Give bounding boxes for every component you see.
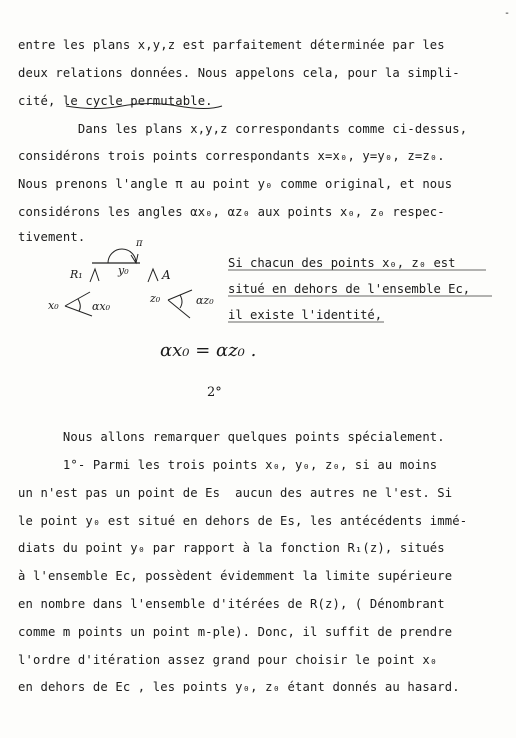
- right-line: situé en dehors de l'ensemble Ec,: [228, 282, 471, 296]
- text-line: Nous allons remarquer quelques points spécialement.: [18, 430, 445, 444]
- diagram-a: A: [162, 268, 171, 282]
- text-line: comme m points un point m-ple). Donc, il suffit de prendre: [18, 625, 453, 639]
- diagram-r1: R₁: [70, 268, 83, 281]
- x0-ray-1: [65, 292, 90, 306]
- text-line: deux relations données. Nous appelons cela, pour la simpli-: [18, 66, 460, 80]
- text-line: 1°- Parmi les trois points x₀, y₀, z₀, si au moins: [18, 458, 438, 472]
- text-line: tivement.: [18, 230, 86, 244]
- text-line: en dehors de Ec , les points y₀, z₀ étant donnés au hasard.: [18, 680, 460, 694]
- text-line: considérons trois points correspondants x=x₀, y=y₀, z=z₀.: [18, 149, 445, 163]
- identity-formula: αx₀ = αz₀ .: [160, 340, 257, 361]
- z0-arc: [180, 295, 182, 308]
- diagram-az0: αz₀: [196, 294, 214, 307]
- diagram-pi: π: [136, 238, 143, 249]
- right-line: il existe l'identité,: [228, 308, 383, 322]
- text-line: entre les plans x,y,z est parfaitement déterminée par les: [18, 38, 445, 52]
- section-number: 2°: [207, 385, 222, 400]
- text-line: à l'ensemble Ec, possèdent évidemment la limite supérieure: [18, 569, 453, 583]
- corner-mark: -: [503, 8, 510, 19]
- cycle-underline: [66, 104, 222, 109]
- text-line: diats du point y₀ par rapport à la fonction R₁(z), situés: [18, 541, 445, 555]
- text-line: en nombre dans l'ensemble d'itérées de R(z), ( Dénombrant: [18, 597, 445, 611]
- diagram-y0: y₀: [118, 264, 129, 277]
- text-line: cité, le cycle permutable.: [18, 94, 213, 108]
- text-line: l'ordre d'itération assez grand pour choisir le point x₀: [18, 653, 438, 667]
- text-line: considérons les angles αx₀, αz₀ aux points x₀, z₀ respec-: [18, 205, 445, 219]
- text-line: un n'est pas un point de Es aucun des autres ne l'est. Si: [18, 486, 453, 500]
- arc-arrow: [131, 254, 138, 263]
- angle-diagram: [65, 249, 192, 318]
- right-line: Si chacun des points x₀, z₀ est: [228, 256, 456, 270]
- r1-arrow: [90, 269, 99, 282]
- x0-ray-2: [65, 306, 92, 316]
- text-line: Dans les plans x,y,z correspondants comme ci-dessus,: [18, 122, 468, 136]
- diagram-z0: z₀: [150, 292, 161, 305]
- a-arrow: [148, 269, 158, 282]
- text-line: le point y₀ est situé en dehors de Es, les antécédents immé-: [18, 514, 468, 528]
- x0-arc: [78, 299, 80, 311]
- text-line: Nous prenons l'angle π au point y₀ comme original, et nous: [18, 177, 453, 191]
- diagram-x0: x₀: [48, 299, 59, 312]
- diagram-ax0: αx₀: [92, 300, 111, 313]
- z0-ray-2: [168, 300, 190, 318]
